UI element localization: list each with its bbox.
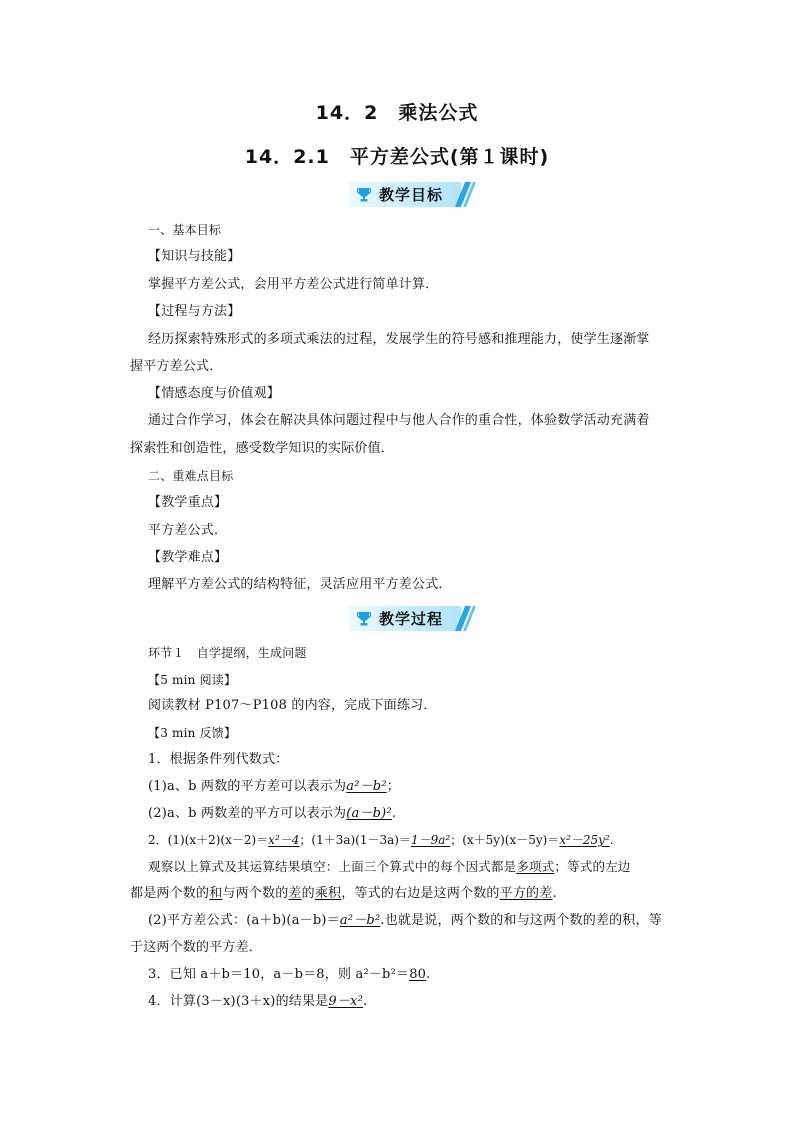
q2-answer3: x²－25y² bbox=[559, 833, 610, 847]
q2-answer1: x²－4 bbox=[268, 833, 300, 847]
obs2-answer-diff: 差 bbox=[288, 886, 302, 901]
q1-1-answer: a²－b² bbox=[346, 779, 387, 794]
question1-intro: 1．根据条件列代数式： bbox=[148, 752, 289, 767]
q1-1-suffix: ； bbox=[386, 779, 400, 794]
key-point-heading: 【教学重点】 bbox=[148, 495, 228, 510]
q2-part3: ；(x＋5y)(x－5y)＝ bbox=[450, 833, 560, 847]
process-banner-label: 教学过程 bbox=[379, 610, 444, 628]
question2 bbox=[148, 831, 614, 849]
obs1-text-c: ；等式的左边 bbox=[554, 859, 631, 874]
formula-text-a: (2)平方差公式：(a＋b)(a－b)＝ bbox=[148, 913, 340, 928]
emotion-text-line2: 探索性和创造性，感受数学知识的实际价值． bbox=[130, 441, 395, 456]
q3-answer: 80 bbox=[409, 967, 427, 982]
obs2-answer-product: 乘积 bbox=[314, 886, 342, 901]
process-banner bbox=[349, 606, 471, 631]
q2-part1: 2．(1)(x＋2)(x－2)＝ bbox=[148, 833, 269, 847]
step1-heading: 环节１ 自学提纲，生成问题 bbox=[148, 646, 307, 660]
process-heading: 【过程与方法】 bbox=[148, 304, 241, 319]
q4-text: 4．计算(3－x)(3＋x)的结果是 bbox=[148, 994, 329, 1009]
q2-answer2: 1－9a² bbox=[410, 833, 451, 847]
observation-line2 bbox=[130, 885, 557, 903]
formula-text-c: .也就是说，两个数的和与这两个数的差的积，等 bbox=[380, 913, 662, 928]
obs2-answer-squares: 平方的差 bbox=[499, 886, 553, 901]
q1-2-suffix: . bbox=[391, 806, 397, 821]
lesson-title: 14．2 乘法公式 bbox=[315, 102, 479, 124]
obs2-text-a: 都是两个数的 bbox=[130, 886, 210, 901]
question4 bbox=[148, 993, 367, 1011]
obs2-text-c: 与两个数的 bbox=[222, 886, 289, 901]
formula-line1 bbox=[148, 912, 662, 930]
feedback-heading: 【3 min 反馈】 bbox=[148, 726, 237, 740]
emotion-text-line1: 通过合作学习，体会在解决具体问题过程中与他人合作的重合性，体验数学活动充满着 bbox=[148, 413, 650, 428]
goals-banner-label: 教学目标 bbox=[379, 186, 444, 204]
process-text-line2: 握平方差公式． bbox=[130, 359, 223, 374]
q2-part2: ；(1＋3a)(1－3a)＝ bbox=[299, 833, 411, 847]
question1-part2 bbox=[148, 805, 396, 823]
formula-line2: 于这两个数的平方差． bbox=[130, 940, 263, 955]
section-basic-goals: 一、基本目标 bbox=[148, 223, 222, 237]
emotion-heading: 【情感态度与价值观】 bbox=[148, 386, 281, 401]
q3-text: 3．已知 a＋b＝10，a－b＝8，则 a²－b²＝ bbox=[148, 967, 410, 982]
q4-end: . bbox=[363, 994, 368, 1009]
q3-end: . bbox=[426, 967, 431, 982]
q1-1-prefix: (1)a、b 两数的平方差可以表示为 bbox=[148, 779, 347, 794]
question3 bbox=[148, 966, 431, 984]
obs1-answer: 多项式 bbox=[516, 859, 555, 874]
q4-answer: 9－x² bbox=[328, 994, 363, 1009]
section-key-goals: 二、重难点目标 bbox=[148, 469, 234, 483]
process-text-line1: 经历探索特殊形式的多项式乘法的过程，发展学生的符号感和推理能力，使学生逐渐掌 bbox=[148, 332, 650, 347]
obs2-text-e: 的 bbox=[301, 886, 315, 901]
lesson-subtitle: 14．2.1 平方差公式(第１课时) bbox=[244, 146, 550, 168]
q2-end: . bbox=[609, 833, 614, 847]
question1-part1 bbox=[148, 778, 400, 796]
trophy-icon bbox=[357, 611, 371, 626]
knowledge-text: 掌握平方差公式，会用平方差公式进行简单计算． bbox=[148, 277, 439, 292]
trophy-icon bbox=[357, 187, 371, 202]
observation-line1 bbox=[148, 858, 631, 876]
knowledge-heading: 【知识与技能】 bbox=[148, 249, 241, 264]
difficulty-text: 理解平方差公式的结构特征，灵活应用平方差公式． bbox=[148, 577, 452, 592]
difficulty-heading: 【教学难点】 bbox=[148, 550, 228, 565]
q1-2-answer: (a－b)² bbox=[346, 806, 392, 821]
obs2-answer-sum: 和 bbox=[209, 886, 223, 901]
formula-answer: a²－b² bbox=[339, 913, 381, 928]
reading-text: 阅读教材 P107～P108 的内容，完成下面练习． bbox=[148, 698, 437, 713]
obs1-text-a: 观察以上算式及其运算结果填空：上面三个算式中的每个因式都是 bbox=[148, 859, 517, 874]
reading-heading: 【5 min 阅读】 bbox=[148, 673, 237, 687]
q1-2-prefix: (2)a、b 两数差的平方可以表示为 bbox=[148, 806, 347, 821]
obs2-text-i: . bbox=[552, 886, 557, 901]
goals-banner bbox=[349, 182, 471, 207]
key-point-text: 平方差公式． bbox=[148, 523, 228, 538]
obs2-text-g: ，等式的右边是这两个数的 bbox=[341, 886, 500, 901]
